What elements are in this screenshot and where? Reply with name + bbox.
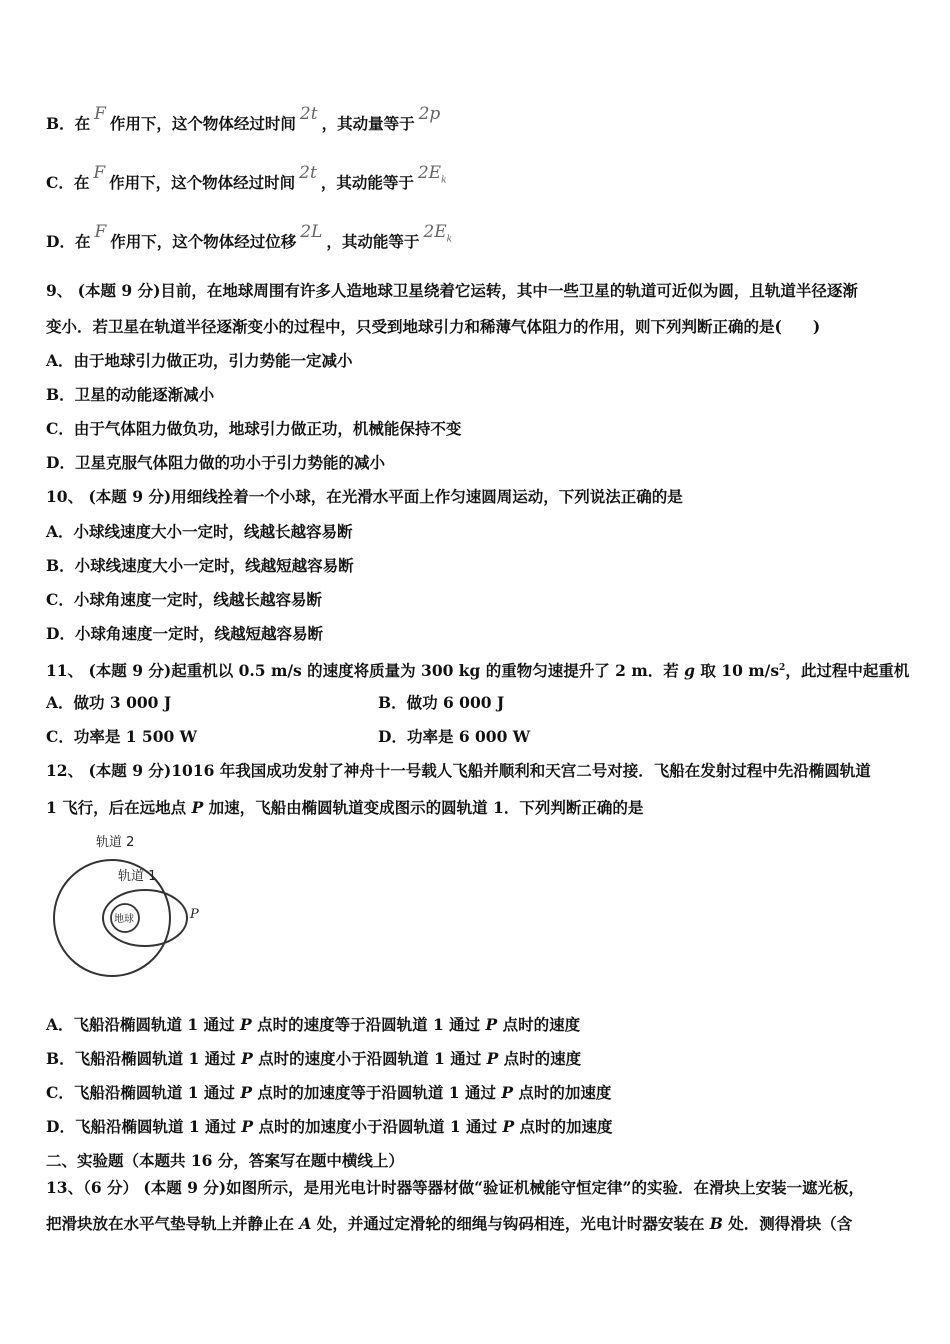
text: 点时的速度 — [498, 1049, 582, 1068]
q13-stem-line2 — [46, 1214, 852, 1234]
q10-option-b: B．小球线速度大小一定时，线越短越容易断 — [46, 556, 354, 575]
text: 处，并通过定滑轮的细绳与钩码相连，光电计时器安装在 — [311, 1214, 710, 1233]
text: D．在 — [46, 232, 91, 251]
text: C．飞船沿椭圆轨道 1 通过 — [46, 1083, 241, 1102]
text: 点时的加速度 — [514, 1117, 613, 1136]
text: ，此过程中起重机 — [785, 661, 910, 681]
q10-stem: 10、 (本题 9 分)用细线拴着一个小球，在光滑水平面上作匀速圆周运动，下列说法正确的是 — [46, 487, 683, 506]
q9-stem-line2: 变小．若卫星在轨道半径逐渐变小的过程中，只受到地球引力和稀薄气体阻力的作用，则下列判断正确的是( ) — [46, 317, 821, 336]
var-p: P — [240, 1083, 252, 1102]
text: 作用下，这个物体经过时间 — [109, 173, 296, 192]
math-sub: k — [441, 175, 447, 186]
q12-option-b — [46, 1049, 581, 1069]
text: 点时的加速度 — [513, 1083, 612, 1102]
q12-stem-line1: 12、 (本题 9 分)1016 年我国成功发射了神舟十一号载人飞船并顺利和天宫二号对接．飞船在发射过程中先沿椭圆轨道 — [46, 761, 871, 780]
var-p: P — [191, 798, 204, 817]
text: A．飞船沿椭圆轨道 1 通过 — [46, 1015, 241, 1034]
var-p: P — [241, 1117, 254, 1136]
var-p: P — [485, 1015, 498, 1034]
text: 点时的速度等于沿圆轨道 1 通过 — [251, 1015, 486, 1034]
text: 取 10 m/s — [695, 661, 780, 681]
math-2ek — [423, 222, 453, 245]
math-f: F — [94, 222, 107, 242]
math-2p: 2p — [418, 104, 441, 124]
q12-option-d — [46, 1117, 613, 1137]
section-2-heading: 二、实验题（本题共 16 分，答案写在题中横线上） — [46, 1151, 404, 1170]
q9-option-c: C．由于气体阻力做负功，地球引力做正功，机械能保持不变 — [46, 419, 462, 438]
q9-option-d: D．卫星克服气体阻力做的功小于引力势能的减小 — [46, 453, 385, 472]
text: 点时的加速度小于沿圆轨道 1 通过 — [253, 1117, 503, 1136]
point-p-label: P — [190, 907, 199, 922]
text: B．在 — [46, 114, 91, 133]
text: 加速，飞船由椭圆轨道变成图示的圆轨道 1．下列判断正确的是 — [203, 798, 644, 817]
text: 把滑块放在水平气垫导轨上并静止在 — [46, 1214, 300, 1233]
math-2ek — [417, 163, 447, 186]
math-base: 2E — [423, 222, 447, 242]
math-base: 2E — [417, 163, 442, 183]
math-f: F — [94, 104, 106, 124]
text: D．飞船沿椭圆轨道 1 通过 — [46, 1117, 242, 1136]
q9-option-a: A．由于地球引力做正功，引力势能一定减小 — [46, 351, 353, 370]
text: 点时的速度小于沿圆轨道 1 通过 — [252, 1049, 487, 1068]
text: 点时的速度 — [497, 1015, 581, 1034]
text: ，其动能等于 — [326, 232, 420, 251]
q11-option-d: D．功率是 6 000 W — [378, 727, 531, 746]
var-b: B — [709, 1214, 723, 1233]
text: 1 飞行，后在远地点 — [46, 798, 192, 817]
earth-label: 地球 — [114, 914, 134, 925]
text: 作用下，这个物体经过时间 — [109, 114, 296, 133]
orbit-2-label: 轨道 2 — [96, 835, 135, 850]
q10-option-a: A．小球线速度大小一定时，线越长越容易断 — [46, 522, 353, 541]
var-g: g — [684, 661, 695, 681]
q12-stem-line2 — [46, 798, 643, 818]
orbit-diagram — [30, 826, 215, 991]
q11-stem — [46, 658, 909, 681]
q10-option-c: C．小球角速度一定时，线越长越容易断 — [46, 590, 322, 609]
q8-option-c — [46, 163, 451, 200]
q12-option-a — [46, 1015, 580, 1035]
q9-stem-line1: 9、 (本题 9 分)目前，在地球周围有许多人造地球卫星绕着它运转，其中一些卫星的轨道可近似为圆，且轨道半径逐渐 — [46, 281, 858, 300]
var-p: P — [486, 1049, 499, 1068]
text: ，其动能等于 — [320, 173, 414, 192]
q13-stem-line1: 13、（6 分） (本题 9 分)如图所示，是用光电计时器等器材做“验证机械能守恒定律”的实验．在滑块上安装一遮光板， — [46, 1178, 864, 1197]
q12-option-c — [46, 1083, 611, 1103]
superscript: 2 — [779, 663, 786, 673]
var-p: P — [502, 1117, 515, 1136]
var-p: P — [501, 1083, 513, 1102]
q8-option-d — [46, 222, 456, 259]
text: 点时的加速度等于沿圆轨道 1 通过 — [251, 1083, 502, 1102]
math-2t: 2t — [299, 104, 318, 124]
text: C．在 — [46, 173, 90, 192]
math-sub: k — [446, 234, 453, 245]
text: 处．测得滑块（含 — [722, 1214, 853, 1233]
math-2l: 2L — [300, 222, 323, 242]
text: 11、 (本题 9 分)起重机以 0.5 m/s 的速度将质量为 300 kg 的重物匀速提升了 2 m．若 — [46, 661, 685, 681]
math-2t: 2t — [299, 163, 317, 183]
orbit-1-label: 轨道 1 — [118, 869, 157, 884]
q9-option-b: B．卫星的动能逐渐减小 — [46, 385, 215, 404]
text: B．飞船沿椭圆轨道 1 通过 — [46, 1049, 242, 1068]
q11-option-c: C．功率是 1 500 W — [46, 727, 198, 746]
q11-option-b: B．做功 6 000 J — [378, 693, 505, 712]
q8-option-b — [46, 104, 444, 134]
text: 作用下，这个物体经过位移 — [110, 232, 297, 251]
var-a: A — [299, 1214, 312, 1233]
var-p: P — [240, 1015, 252, 1034]
q10-option-d: D．小球角速度一定时，线越短越容易断 — [46, 624, 323, 643]
text: ，其动量等于 — [321, 114, 415, 133]
q11-option-a: A．做功 3 000 J — [46, 693, 172, 712]
math-f: F — [93, 163, 106, 183]
var-p: P — [241, 1049, 253, 1068]
